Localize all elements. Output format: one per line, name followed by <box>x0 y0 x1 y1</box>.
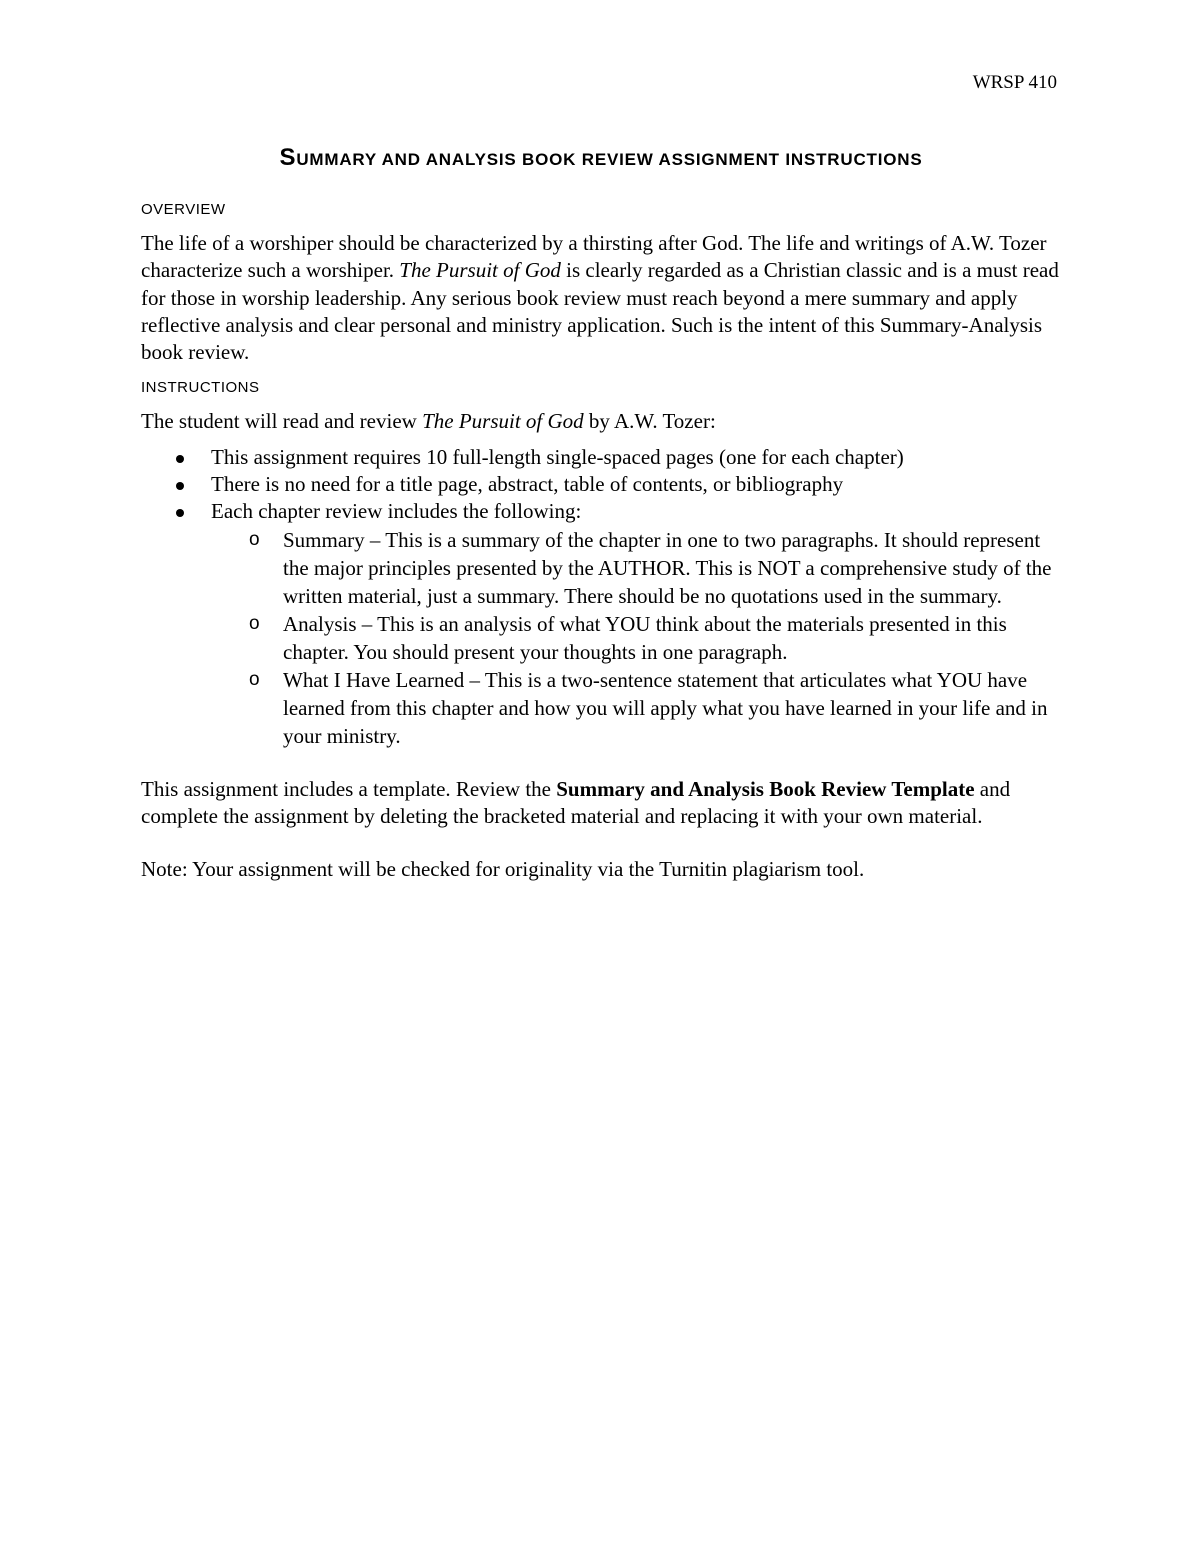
instructions-book-title: The Pursuit of God <box>422 409 584 434</box>
bullet-text: There is no need for a title page, abstract, table of contents, or bibliography <box>211 472 844 497</box>
sub-item-text: Summary – This is a summary of the chapter in one to two paragraphs. It should represent the major principles presented by the AUTHOR. This is NOT a comprehensive study of the written material, just a summary. There should be no quotations used in the summary. <box>283 527 1052 608</box>
instructions-bullet-list <box>141 444 1061 750</box>
bullet-icon <box>176 455 184 463</box>
sub-list-item <box>211 610 1061 666</box>
course-code: WRSP 410 <box>972 72 1057 93</box>
bullet-icon <box>176 482 184 490</box>
circle-bullet-icon: o <box>249 668 260 690</box>
bullet-text: Each chapter review includes the following: <box>211 499 582 524</box>
list-item <box>141 444 1061 471</box>
overview-text-1: The life of a worshiper should be characterized by a thirsting after God. The life and writings of A.W. Tozer characterize such a worshiper. <box>141 231 1047 283</box>
instructions-intro-text-1: The student will read and review <box>141 409 423 434</box>
spacer <box>141 830 1061 856</box>
list-item <box>141 471 1061 498</box>
instructions-intro-text-2: by A.W. Tozer: <box>583 409 716 434</box>
sub-item-text: What I Have Learned – This is a two-sentence statement that articulates what YOU have learned from this chapter and how you will apply what you have learned in your life and in your ministry. <box>283 667 1048 748</box>
sub-item-text: Analysis – This is an analysis of what YOU think about the materials presented in this chapter. You should present your thoughts in one paragraph. <box>283 611 1007 664</box>
spacer <box>141 750 1061 776</box>
bullet-icon <box>176 509 184 517</box>
template-note <box>141 776 1061 831</box>
overview-book-title: The Pursuit of God <box>399 258 561 283</box>
instructions-intro <box>141 408 1061 435</box>
document-body <box>141 140 1061 884</box>
instructions-heading: INSTRUCTIONS <box>141 379 260 397</box>
template-note-text-1: This assignment includes a template. Review the <box>141 776 557 801</box>
overview-paragraph <box>141 230 1061 366</box>
template-note-text-2: and complete the assignment by deleting the bracketed material and replacing it with your own material. <box>141 776 1011 828</box>
bullet-text: This assignment requires 10 full-length single-spaced pages (one for each chapter) <box>211 444 904 469</box>
overview-text-2: is clearly regarded as a Christian classic and is a must read for those in worship leadership. Any serious book review must reach beyond a mere summary and apply reflective analysis and clear personal and ministry application. Such is the intent of this Summary-Analysis book review. <box>141 258 1059 365</box>
sub-list-item <box>211 526 1061 610</box>
document-title: SUMMARY AND ANALYSIS BOOK REVIEW ASSIGNMENT INSTRUCTIONS <box>279 144 923 171</box>
overview-heading: OVERVIEW <box>141 201 226 218</box>
chapter-review-sublist <box>141 526 1061 750</box>
template-name: Summary and Analysis Book Review Template <box>556 776 975 801</box>
circle-bullet-icon: o <box>249 528 260 550</box>
list-item <box>141 498 1061 749</box>
sub-list-item <box>211 666 1061 750</box>
circle-bullet-icon: o <box>249 612 260 634</box>
originality-note: Note: Your assignment will be checked for originality via the Turnitin plagiarism tool. <box>141 857 865 882</box>
